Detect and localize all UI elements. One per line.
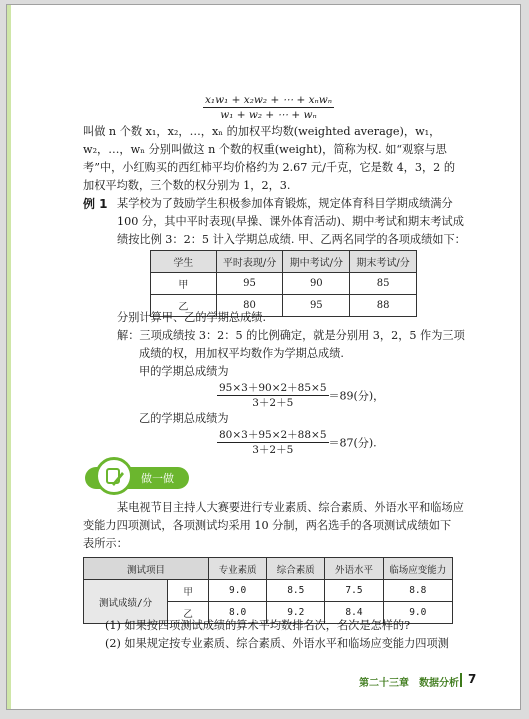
pencil-icon (95, 457, 133, 495)
definition-line-3: 考”中，小红购买的西红柿平均价格约为 2.67 元/千克，它是数 4，3，2 的 (83, 161, 456, 174)
footer-divider (460, 673, 462, 687)
practice-question-2: (2) 如果规定按专业素质、综合素质、外语水平和临场应变能力四项测 (105, 637, 449, 650)
table-cell: 9.0 (209, 580, 267, 602)
table-row (151, 273, 417, 295)
table-cell: 90 (283, 273, 350, 295)
calc-2-denominator: 3＋2＋5 (252, 444, 294, 456)
calc-2-formula (217, 428, 377, 457)
table-row-header: 测试成绩/分 (84, 580, 168, 624)
practice-score-table (83, 557, 453, 624)
calc-1-numerator: 95×3＋90×2＋85×5 (219, 382, 327, 394)
example-label: 例 1 (83, 197, 108, 211)
page-edge-stripe (7, 5, 11, 709)
table-cell: 乙 (168, 602, 209, 624)
practice-line-1: 某电视节目主持人大赛要进行专业素质、综合素质、外语水平和临场应 (117, 501, 464, 514)
solution-line-2: 成绩的权，用加权平均数作为学期总成绩. (139, 347, 344, 360)
formula-denominator: w₁ + w₂ + ⋯ + wₙ (220, 109, 317, 121)
solution-line-1: 解：三项成绩按 3：2：5 的比例确定，就是分别用 3，2，5 作为三项 (117, 329, 465, 342)
example-score-table (150, 250, 417, 317)
table-header-cell: 期末考试/分 (350, 251, 417, 273)
table-header-cell: 外语水平 (325, 558, 383, 580)
table-cell: 8.4 (325, 602, 383, 624)
textbook-page (6, 4, 521, 710)
table-cell: 乙 (151, 295, 217, 317)
table-cell: 9.2 (267, 602, 325, 624)
table-cell: 95 (283, 295, 350, 317)
table-header-cell: 平时表现/分 (216, 251, 283, 273)
formula-numerator: x₁w₁ + x₂w₂ + ⋯ + xₙwₙ (205, 94, 332, 106)
example-line-2: 100 分，其中平时表现(早操、课外体育活动)、期中考试和期末考试成 (117, 215, 464, 228)
table-cell: 甲 (168, 580, 209, 602)
table-header-cell: 专业素质 (209, 558, 267, 580)
example-question: 分别计算甲、乙的学期总成绩. (117, 311, 266, 324)
table-header-cell: 综合素质 (267, 558, 325, 580)
table-header-cell: 学生 (151, 251, 217, 273)
table-row (151, 251, 417, 273)
definition-line-2: w₂，…，wₙ 分别叫做这 n 个数的权重(weight)，简称为权. 如“观察与思 (83, 143, 447, 156)
calc-2-numerator: 80×3＋95×2＋88×5 (219, 429, 327, 441)
example-line-3: 绩按比例 3：2：5 计入学期总成绩. 甲、乙两名同学的各项成绩如下： (117, 233, 466, 246)
table-cell: 8.5 (267, 580, 325, 602)
practice-line-3: 表所示： (83, 537, 128, 550)
table-cell: 85 (350, 273, 417, 295)
table-header-cell: 临场应变能力 (383, 558, 452, 580)
table-cell: 7.5 (325, 580, 383, 602)
weighted-average-formula (203, 93, 334, 122)
table-header-cell: 期中考试/分 (283, 251, 350, 273)
table-cell: 8.8 (383, 580, 452, 602)
practice-line-2: 变能力四项测试，各项测试均采用 10 分制，两名选手的各项测试成绩如下 (83, 519, 452, 532)
calc-1-denominator: 3＋2＋5 (252, 397, 294, 409)
definition-line-4: 加权平均数，三个数的权分别为 1，2，3. (83, 179, 291, 192)
example-line-1: 某学校为了鼓励学生积极参加体育锻炼，规定体育科目学期成绩满分 (117, 197, 453, 210)
definition-line-1: 叫做 n 个数 x₁，x₂，…，xₙ 的加权平均数(weighted average)，w₁， (83, 125, 441, 138)
table-row (84, 558, 453, 580)
calc-1-result: ＝89(分)， (328, 389, 385, 403)
table-cell: 9.0 (383, 602, 452, 624)
table-header-cell: 测试项目 (84, 558, 209, 580)
practice-badge-label: 做一做 (141, 472, 174, 485)
calc-1-formula (217, 381, 384, 410)
table-cell: 95 (216, 273, 283, 295)
practice-question-1: (1) 如果按四项测试成绩的算术平均数排名次，名次是怎样的? (105, 619, 411, 632)
page-number: 7 (468, 672, 477, 686)
table-cell: 80 (216, 295, 283, 317)
calc-2-label: 乙的学期总成绩为 (139, 412, 229, 425)
table-row (84, 580, 453, 602)
calc-2-result: ＝87(分). (328, 436, 377, 450)
calc-1-label: 甲的学期总成绩为 (139, 365, 229, 378)
table-cell: 88 (350, 295, 417, 317)
chapter-footer: 第二十三章 数据分析 (359, 678, 459, 689)
table-cell: 甲 (151, 273, 217, 295)
table-cell: 8.0 (209, 602, 267, 624)
